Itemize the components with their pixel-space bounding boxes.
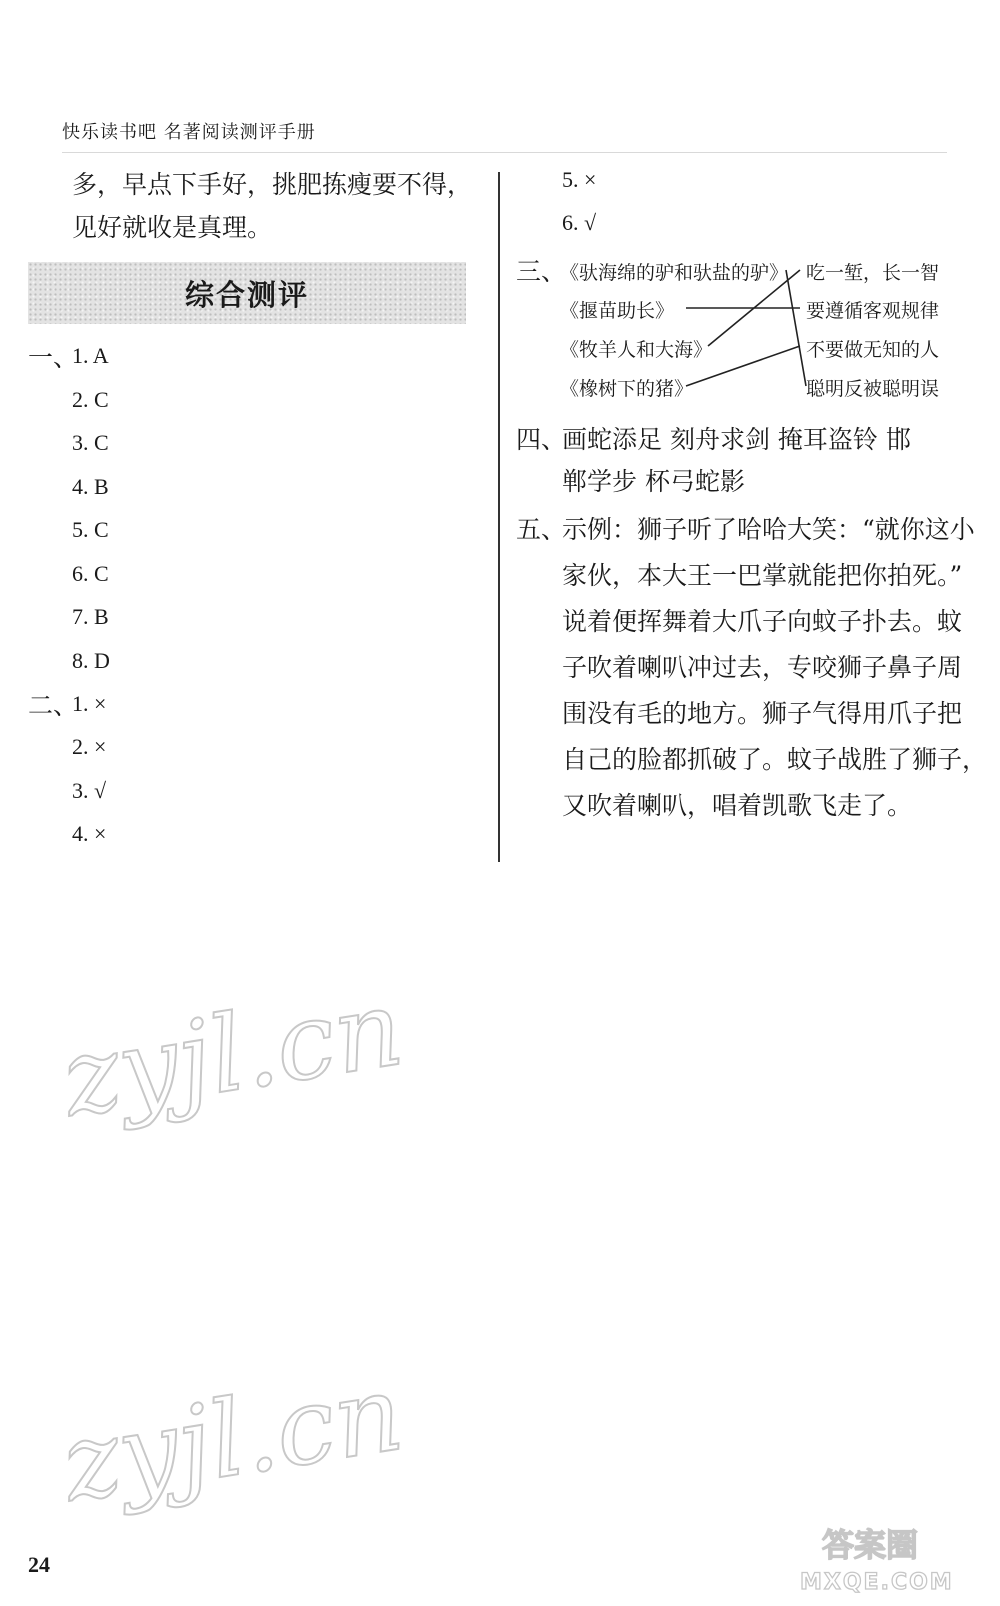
match-right-2: 要遵循客观规律 [806, 300, 940, 322]
answer-1-7: 7. B [72, 604, 109, 629]
match-left-3: 《牧羊人和大海》 [560, 339, 713, 361]
match-left-1: 《驮海绵的驴和驮盐的驴》 [560, 262, 789, 284]
part5-line-6: 自己的脸都抓破了。蚊子战胜了狮子， [562, 745, 988, 774]
part1-label: 一、 [28, 343, 79, 372]
answer-1-6: 6. C [72, 561, 109, 586]
match-right-3: 不要做无知的人 [806, 339, 940, 361]
answer-2-5: 5. × [562, 167, 597, 192]
answer-1-3: 3. C [72, 430, 109, 455]
part5-line-7: 又吹着喇叭，唱着凯歌飞走了。 [562, 791, 913, 820]
part5-line-3: 说着便挥舞着大爪子向蚊子扑去。蚊 [562, 607, 963, 636]
running-header: 快乐读书吧 名著阅读测评手册 [62, 122, 316, 143]
answer-2-3: 3. √ [72, 778, 107, 803]
match-left-2: 《揠苗助长》 [560, 300, 675, 322]
section-title: 综合测评 [184, 277, 309, 312]
part5-line-2: 家伙，本大王一巴掌就能把你拍死。” [562, 561, 963, 590]
part5-line-4: 子吹着喇叭冲过去，专咬狮子鼻子周 [562, 653, 963, 682]
part5-line-5: 围没有毛的地方。狮子气得用爪子把 [562, 699, 963, 728]
intro-line-2: 见好就收是真理。 [72, 213, 273, 242]
match-line-1-4 [786, 270, 806, 386]
logo-top-text: 答案圈 [822, 1526, 919, 1564]
logo-bottom-text: MXQE.COM [800, 1570, 954, 1595]
part5-label: 五、 [516, 515, 567, 544]
part5-line-1: 示例：狮子听了哈哈大笑：“就你这小 [562, 515, 975, 544]
answer-1-1: 1. A [72, 343, 109, 368]
answer-1-5: 5. C [72, 517, 109, 542]
answer-2-4: 4. × [72, 821, 107, 846]
match-left-4: 《橡树下的猪》 [560, 378, 694, 400]
watermark-lower: zyjl.cn [55, 1351, 411, 1526]
answer-1-8: 8. D [72, 648, 110, 673]
site-logo [800, 1520, 985, 1595]
part2-label: 二、 [28, 691, 79, 720]
intro-line-1: 多，早点下手好，挑肥拣瘦要不得， [72, 170, 473, 199]
part3-label: 三、 [516, 257, 567, 286]
part4-label: 四、 [516, 425, 567, 454]
match-right-4: 聪明反被聪明误 [806, 378, 940, 400]
page-number: 24 [28, 1552, 50, 1577]
answer-2-1: 1. × [72, 691, 107, 716]
answer-2-2: 2. × [72, 734, 107, 759]
part4-line-1: 画蛇添足 刻舟求剑 掩耳盗铃 邯 [562, 425, 911, 454]
part4-line-2: 郸学步 杯弓蛇影 [562, 467, 745, 496]
answer-1-2: 2. C [72, 387, 109, 412]
answer-2-6: 6. √ [562, 210, 597, 235]
match-line-4-3 [686, 346, 800, 386]
watermark-upper: zyjl.cn [55, 966, 411, 1141]
match-right-1: 吃一堑，长一智 [806, 262, 940, 284]
answer-1-4: 4. B [72, 474, 109, 499]
